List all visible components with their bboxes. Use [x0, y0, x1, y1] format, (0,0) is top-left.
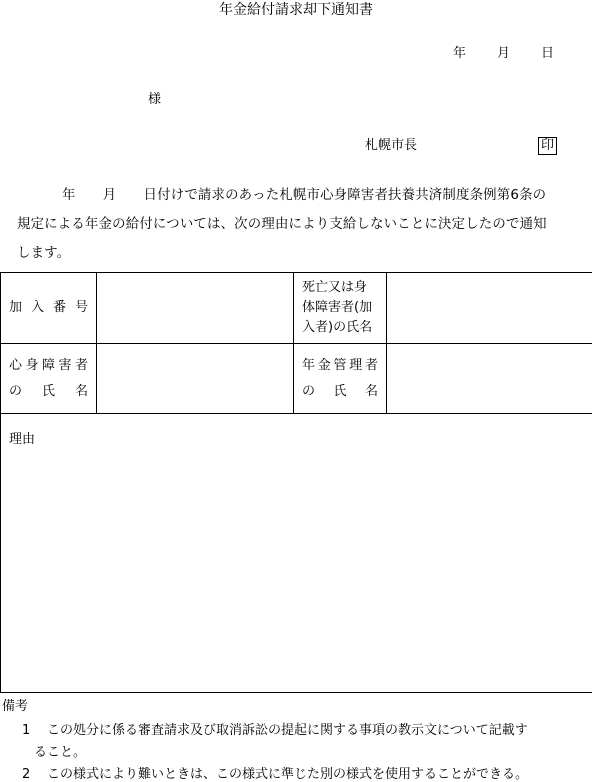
- label-pension-manager-name: [294, 344, 387, 414]
- label-manager-line-1: [294, 353, 386, 379]
- note-1-continuation: ること。: [34, 745, 87, 760]
- disabled-label-line1-char-5: 者: [74, 357, 88, 373]
- disabled-label-line2-char-3: 名: [74, 383, 88, 399]
- disabled-label-line1-char-2: 身: [25, 357, 39, 373]
- document-title: 年金給付請求却下通知書: [219, 2, 373, 18]
- value-disabled-person-name[interactable]: [97, 344, 294, 414]
- label-manager-line-2: [294, 379, 386, 405]
- note-1-number: 1: [22, 723, 31, 738]
- reason-cell[interactable]: [1, 414, 592, 693]
- label-disabled-person-name: [1, 344, 97, 414]
- note-2-text: この様式により難いときは、この様式に準じた別の様式を使用することができる。: [47, 767, 529, 782]
- note-1-text: この処分に係る審査請求及び取消訴訟の提起に関する事項の教示文について記載す: [47, 723, 528, 738]
- label-deceased-line-3: 入者)の氏名: [302, 320, 373, 335]
- value-deceased-name[interactable]: [387, 273, 592, 344]
- enrollment-number-label-char-1: 加: [9, 300, 23, 315]
- manager-label-line1-char-2: 金: [317, 357, 331, 373]
- body-line-3: します。: [17, 246, 71, 261]
- label-enrollment-number: [1, 273, 97, 344]
- label-deceased-name: [294, 273, 387, 344]
- manager-label-line2-char-3: 名: [364, 383, 378, 399]
- value-enrollment-number[interactable]: [97, 273, 294, 344]
- form-row-reason: [1, 414, 592, 693]
- manager-label-line1-char-4: 理: [349, 357, 363, 373]
- disabled-label-line1-char-3: 障: [41, 357, 55, 373]
- manager-label-line2-char-2: 氏: [333, 383, 347, 399]
- disabled-label-line2-char-1: の: [9, 383, 23, 399]
- disabled-label-line2-char-2: 氏: [41, 383, 55, 399]
- form-row-names: [1, 344, 592, 414]
- notice-form-table: [0, 272, 592, 693]
- notes-heading: 備考: [2, 699, 29, 714]
- value-pension-manager-name[interactable]: [387, 344, 592, 414]
- label-enrollment-number-chars: [1, 295, 96, 321]
- note-2-number: 2: [22, 767, 31, 782]
- date-day-label: 日: [541, 46, 555, 61]
- manager-label-line1-char-3: 管: [333, 357, 347, 373]
- enrollment-number-label-char-4: 号: [74, 300, 88, 315]
- date-year-label: 年: [453, 46, 467, 61]
- manager-label-line2-char-1: の: [302, 383, 316, 399]
- label-deceased-line-1: 死亡又は身: [302, 280, 368, 295]
- manager-label-line1-char-1: 年: [302, 357, 316, 373]
- date-month-label: 月: [497, 46, 511, 61]
- enrollment-number-label-char-2: 入: [30, 300, 44, 315]
- form-row-number: [1, 273, 592, 344]
- manager-label-line1-char-5: 者: [364, 357, 378, 373]
- seal-mark: 印: [538, 137, 557, 155]
- disabled-label-line1-char-4: 害: [58, 357, 72, 373]
- addressee-suffix: 様: [148, 92, 162, 107]
- label-deceased-line-2: 体障害者(加: [302, 300, 373, 315]
- reason-label: 理由: [9, 432, 36, 447]
- body-line-1: 年 月 日付けで請求のあった札幌市心身障害者扶養共済制度条例第6条の: [62, 188, 547, 203]
- enrollment-number-label-char-3: 番: [52, 300, 66, 315]
- label-disabled-line-1: [1, 353, 96, 379]
- label-disabled-line-2: [1, 379, 96, 405]
- body-line-2: 規定による年金の給付については、次の理由により支給しないことに決定したので通知: [17, 217, 547, 232]
- issuer-name: 札幌市長: [365, 138, 418, 153]
- disabled-label-line1-char-1: 心: [9, 357, 23, 373]
